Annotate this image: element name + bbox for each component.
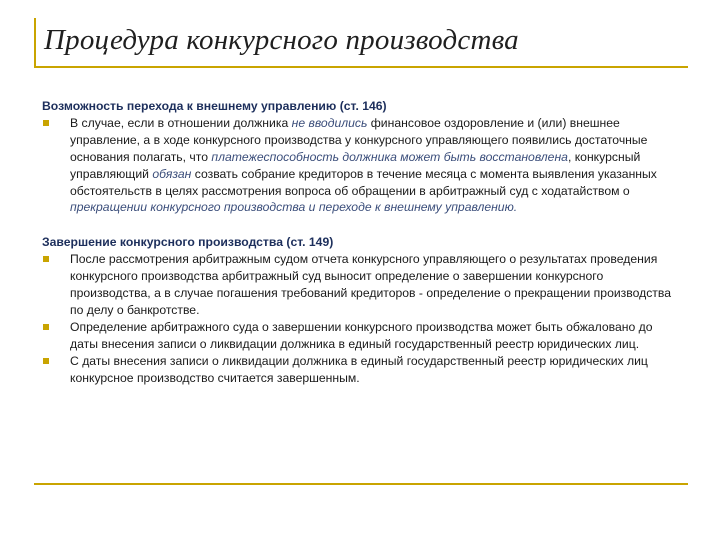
square-bullet-icon xyxy=(43,120,49,126)
bullet-text: финансовое оздоровление и (или) внешнее управление, а в ходе конкурсного производства у конкурсного управляющего появились достаточные основания полагать, что xyxy=(70,115,648,164)
bullet-text: , конкурсный управляющий xyxy=(70,149,641,181)
title-accent-vertical-line xyxy=(34,18,36,66)
bullet-text: созвать собрание кредиторов в течение месяца с момента выявления указанных обстоятельств в целях рассмотрения вопроса об обращении в арбитражный суд с ходатайством о xyxy=(70,166,657,198)
emphasis-text: обязан xyxy=(152,166,192,181)
section-heading-completion: Завершение конкурсного производства (ст. 149) xyxy=(42,235,334,250)
bullet-text: В случае, если в отношении должника xyxy=(70,115,292,130)
slide-title: Процедура конкурсного производства xyxy=(44,24,519,56)
bullet-item xyxy=(42,251,678,319)
emphasis-text: не вводились xyxy=(291,115,368,130)
bottom-divider-line xyxy=(34,483,688,485)
emphasis-text: платежеспособность должника может быть восстановлена xyxy=(211,149,568,164)
bullet-item xyxy=(42,353,678,387)
square-bullet-icon xyxy=(43,324,49,330)
bullet-item xyxy=(42,115,678,216)
section-heading-external-management: Возможность перехода к внешнему управлению (ст. 146) xyxy=(42,99,387,113)
bullet-text: После рассмотрения арбитражным судом отчета конкурсного управляющего о результатах проведения конкурсного производства арбитражный суд выносит определение о завершении конкурсного производства, а в случае погашения требований кредиторов - определение о прекращении производства по делу о банкротстве. xyxy=(70,252,671,317)
bullet-text: С даты внесения записи о ликвидации должника в единый государственный реестр юридических лиц конкурсное производство считается завершенным. xyxy=(70,353,648,385)
square-bullet-icon xyxy=(43,358,49,364)
bullet-text: Определение арбитражного суда о завершении конкурсного производства может быть обжаловано до даты внесения записи о ликвидации должника в единый государственный реестр юридических лиц. xyxy=(70,319,653,351)
square-bullet-icon xyxy=(43,256,49,262)
slide-content xyxy=(42,98,678,387)
title-underline xyxy=(34,66,688,68)
bullet-item xyxy=(42,319,678,353)
emphasis-text: прекращении конкурсного производства и переходе к внешнему управлению. xyxy=(70,200,518,215)
